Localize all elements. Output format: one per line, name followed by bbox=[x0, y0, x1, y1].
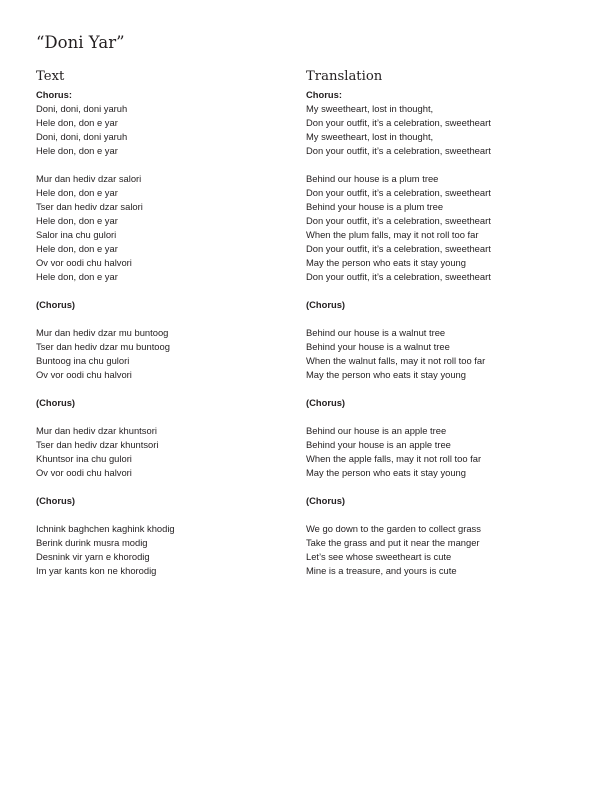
lyric-line: Ov vor oodi chu halvori bbox=[36, 467, 132, 478]
lyric-line: May the person who eats it stay young bbox=[306, 257, 466, 268]
stanza bbox=[306, 172, 596, 284]
lyric-line: Doni, doni, doni yaruh bbox=[36, 131, 128, 142]
lyric-line: Mur dan hediv dzar mu buntoog bbox=[36, 327, 169, 338]
stanza bbox=[36, 298, 296, 312]
lyric-line: Hele don, don e yar bbox=[36, 117, 118, 128]
stanza bbox=[306, 326, 596, 382]
lyric-line: Salor ina chu gulori bbox=[36, 229, 117, 240]
lyric-line: Don your outfit, it’s a celebration, sweetheart bbox=[306, 187, 491, 198]
lyric-line: We go down to the garden to collect grass bbox=[306, 523, 481, 534]
chorus-label: Chorus: bbox=[36, 89, 72, 100]
song-title: “Doni Yar” bbox=[36, 33, 125, 52]
lyric-line: Don your outfit, it’s a celebration, sweetheart bbox=[306, 145, 491, 156]
stanza bbox=[306, 88, 596, 158]
lyric-line: Hele don, don e yar bbox=[36, 145, 118, 156]
lyric-line: Behind your house is a walnut tree bbox=[306, 341, 450, 352]
translation-column bbox=[306, 69, 596, 592]
stanza bbox=[36, 424, 296, 480]
stanza bbox=[306, 298, 596, 312]
lyric-line: When the apple falls, may it not roll too far bbox=[306, 453, 482, 464]
lyric-line: Behind our house is an apple tree bbox=[306, 425, 447, 436]
lyric-line: When the walnut falls, may it not roll too far bbox=[306, 355, 486, 366]
chorus-label: (Chorus) bbox=[306, 495, 346, 506]
stanza bbox=[36, 494, 296, 508]
original-text-column bbox=[36, 69, 296, 592]
stanza bbox=[36, 88, 296, 158]
lyric-line: Hele don, don e yar bbox=[36, 243, 118, 254]
lyric-line: May the person who eats it stay young bbox=[306, 369, 466, 380]
lyric-line: Don your outfit, it’s a celebration, sweetheart bbox=[306, 243, 491, 254]
chorus-label: (Chorus) bbox=[36, 299, 76, 310]
lyric-line: My sweetheart, lost in thought, bbox=[306, 131, 434, 142]
chorus-label: (Chorus) bbox=[306, 299, 346, 310]
chorus-label: Chorus: bbox=[306, 89, 342, 100]
lyric-line: Mine is a treasure, and yours is cute bbox=[306, 565, 457, 576]
lyric-line: Buntoog ina chu gulori bbox=[36, 355, 130, 366]
lyric-line: Behind our house is a plum tree bbox=[306, 173, 439, 184]
lyric-line: Behind our house is a walnut tree bbox=[306, 327, 446, 338]
stanza bbox=[36, 326, 296, 382]
chorus-label: (Chorus) bbox=[36, 495, 76, 506]
lyric-line: Don your outfit, it’s a celebration, sweetheart bbox=[306, 215, 491, 226]
lyric-line: My sweetheart, lost in thought, bbox=[306, 103, 434, 114]
chorus-label: (Chorus) bbox=[36, 397, 76, 408]
lyric-line: Hele don, don e yar bbox=[36, 271, 118, 282]
lyric-line: Tser dan hediv dzar khuntsori bbox=[36, 439, 159, 450]
lyric-line: Take the grass and put it near the manger bbox=[306, 537, 480, 548]
lyric-line: Khuntsor ina chu gulori bbox=[36, 453, 132, 464]
lyric-line: Im yar kants kon ne khorodig bbox=[36, 565, 157, 576]
lyric-line: Let’s see whose sweetheart is cute bbox=[306, 551, 452, 562]
lyric-line: Mur dan hediv dzar khuntsori bbox=[36, 425, 157, 436]
stanza bbox=[36, 396, 296, 410]
original-text-heading: Text bbox=[36, 69, 65, 84]
stanza bbox=[306, 522, 596, 578]
lyric-line: Behind your house is an apple tree bbox=[306, 439, 451, 450]
lyric-line: Ov vor oodi chu halvori bbox=[36, 369, 132, 380]
translation-heading: Translation bbox=[306, 69, 383, 84]
translation-stanzas bbox=[306, 88, 596, 578]
lyric-line: Ichnink baghchen kaghink khodig bbox=[36, 523, 175, 534]
lyric-line: Tser dan hediv dzar salori bbox=[36, 201, 143, 212]
original-text-stanzas bbox=[36, 88, 296, 578]
lyric-line: Desnink vir yarn e khorodig bbox=[36, 551, 150, 562]
lyric-line: Behind your house is a plum tree bbox=[306, 201, 444, 212]
lyric-line: Hele don, don e yar bbox=[36, 215, 118, 226]
lyric-line: Ov vor oodi chu halvori bbox=[36, 257, 132, 268]
lyric-line: Hele don, don e yar bbox=[36, 187, 118, 198]
stanza bbox=[306, 396, 596, 410]
lyric-line: Don your outfit, it’s a celebration, sweetheart bbox=[306, 271, 491, 282]
lyric-line: When the plum falls, may it not roll too far bbox=[306, 229, 479, 240]
lyric-line: Tser dan hediv dzar mu buntoog bbox=[36, 341, 170, 352]
lyric-line: Doni, doni, doni yaruh bbox=[36, 103, 128, 114]
stanza bbox=[36, 522, 296, 578]
lyric-line: Don your outfit, it’s a celebration, sweetheart bbox=[306, 117, 491, 128]
chorus-label: (Chorus) bbox=[306, 397, 346, 408]
lyric-line: Berink durink musra modig bbox=[36, 537, 148, 548]
lyric-line: Mur dan hediv dzar salori bbox=[36, 173, 142, 184]
stanza bbox=[306, 494, 596, 508]
lyric-line: May the person who eats it stay young bbox=[306, 467, 466, 478]
stanza bbox=[36, 172, 296, 284]
stanza bbox=[306, 424, 596, 480]
